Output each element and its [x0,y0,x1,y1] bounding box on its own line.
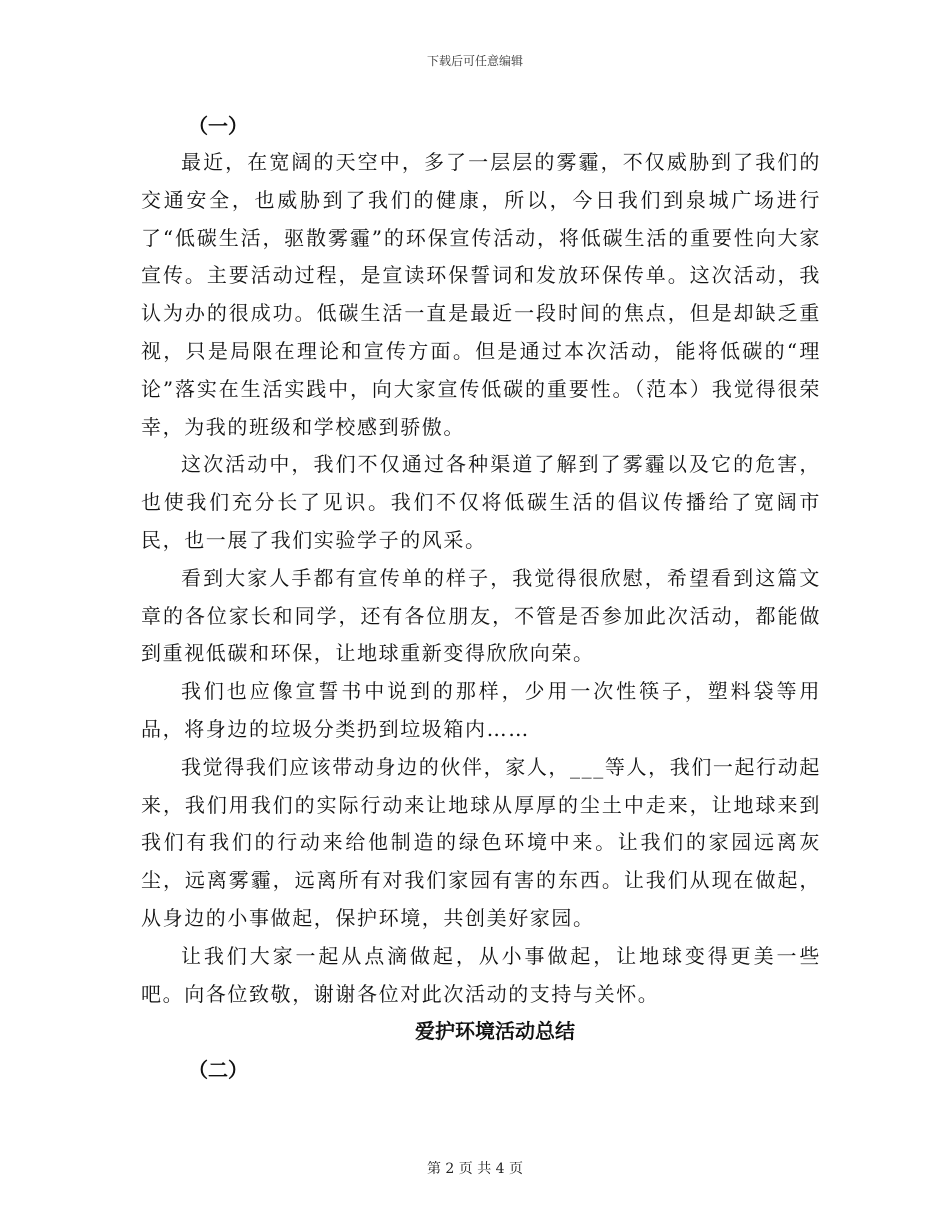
paragraph: 让我们大家一起从点滴做起，从小事做起，让地球变得更美一些吧。向各位致敬，谢谢各位对此次活动的支持与关怀。 [141,943,821,1006]
paragraph: 这次活动中，我们不仅通过各种渠道了解到了雾霾以及它的危害，也使我们充分长了见识。我们不仅将低碳生活的倡议传播给了宽阔市民，也一展了我们实验学子的风采。 [141,452,821,552]
paragraph: 最近，在宽阔的天空中，多了一层层的雾霾，不仅威胁到了我们的交通安全，也威胁到了我们的健康，所以，今日我们到泉城广场进行了“低碳生活，驱散雾霾”的环保宣传活动，将低碳生活的重要性向大家宣传。主要活动过程，是宣读环保誓词和发放环保传单。这次活动，我认为办的很成功。低碳生活一直是最近一段时间的焦点，但是却缺乏重视，只是局限在理论和宣传方面。但是通过本次活动，能将低碳的“理论”落实在生活实践中，向大家宣传低碳的重要性。（范本）我觉得很荣幸，为我的班级和学校感到骄傲。 [141,150,821,439]
paragraph: 我们也应像宣誓书中说到的那样，少用一次性筷子，塑料袋等用品，将身边的垃圾分类扔到垃圾箱内…… [141,679,821,741]
section-one-heading: （一） [188,114,248,138]
paragraph: 看到大家人手都有宣传单的样子，我觉得很欣慰，希望看到这篇文章的各位家长和同学，还有各位朋友，不管是否参加此次活动，都能做到重视低碳和环保，让地球重新变得欣欣向荣。 [141,565,821,666]
page-header-note: 下载后可任意编辑 [426,54,523,68]
section-two-heading: （二） [188,1058,248,1083]
document-body [141,108,821,1088]
page-number: 第 2 页 共 4 页 [426,1161,524,1177]
section-two-title: 爱护环境活动总结 [415,1019,575,1044]
paragraph: 我觉得我们应该带动身边的伙伴，家人，___等人，我们一起行动起来，我们用我们的实际行动来让地球从厚厚的尘土中走来，让地球来到我们有我们的行动来给他制造的绿色环境中来。让我们的家园远离灰尘，远离雾霾，远离所有对我们家园有害的东西。让我们从现在做起，从身边的小事做起，保护环境，共创美好家园。 [141,754,821,930]
